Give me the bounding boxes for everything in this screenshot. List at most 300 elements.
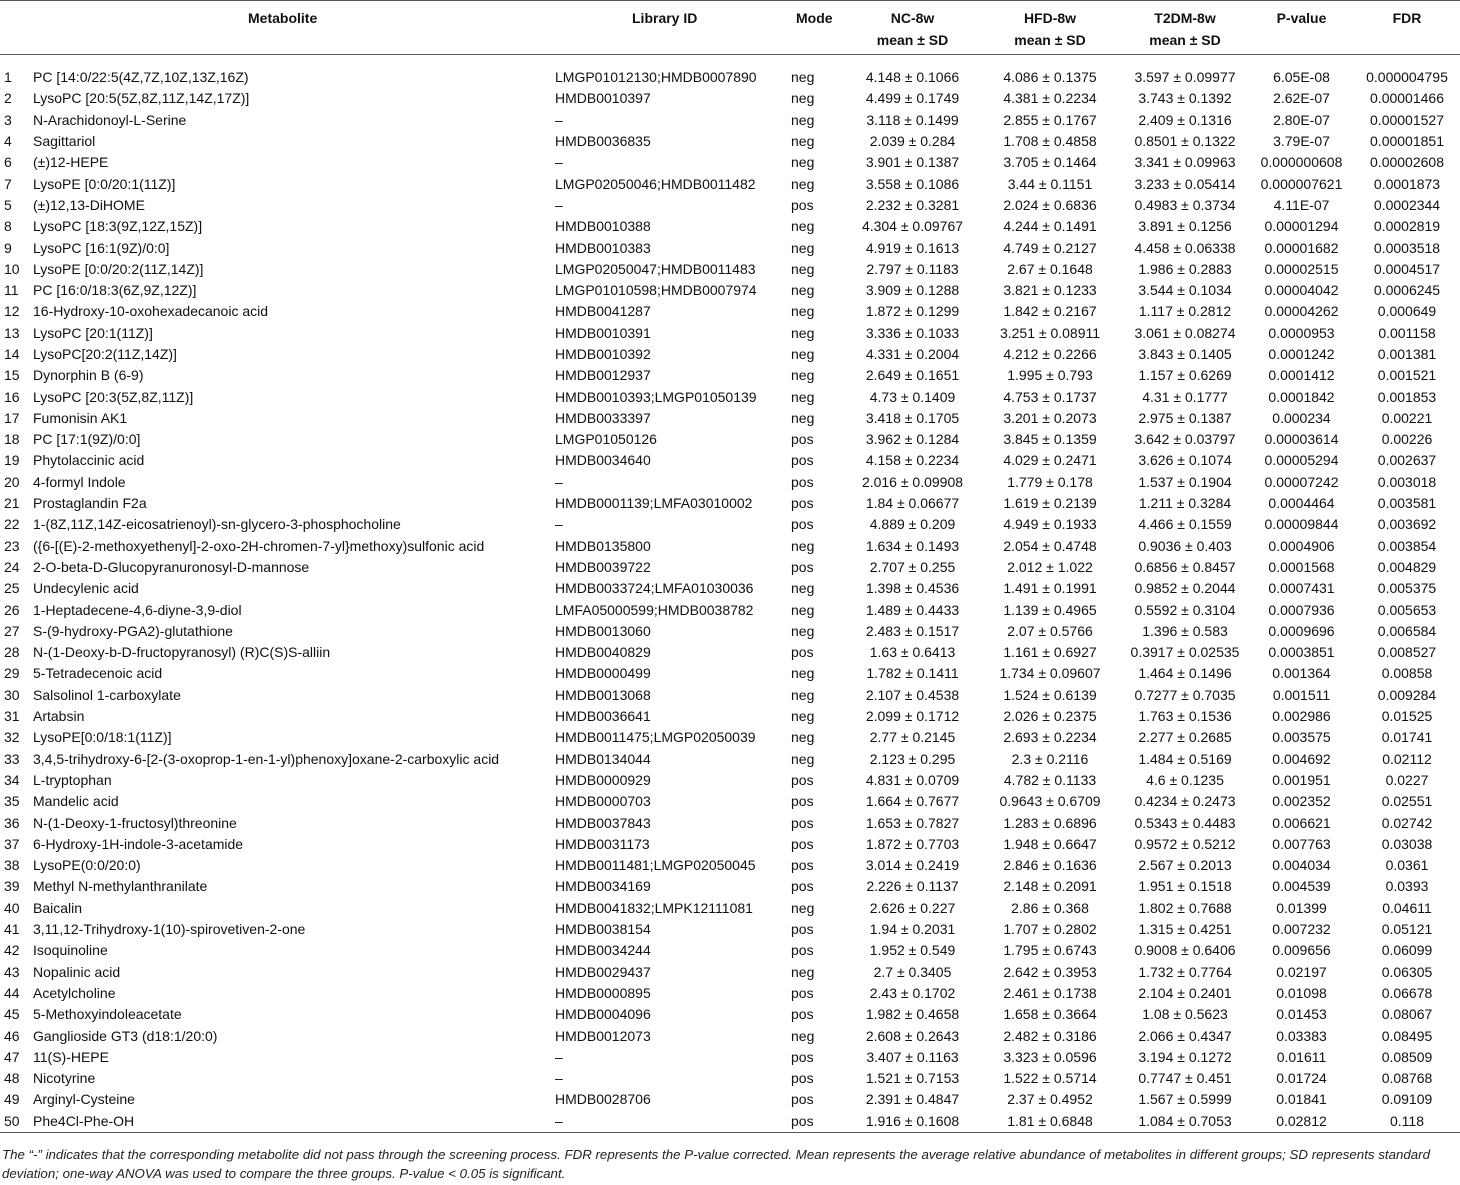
p-value: 3.79E-07 (1273, 133, 1330, 150)
table-row (0, 855, 1460, 876)
hfd-value: 2.054 ± 0.4748 (1003, 537, 1097, 554)
nc-value: 4.73 ± 0.1409 (869, 388, 956, 405)
mode: pos (791, 473, 814, 490)
hfd-value: 3.323 ± 0.0596 (1003, 1048, 1097, 1065)
mode: neg (791, 260, 815, 277)
fdr-value: 0.003854 (1377, 537, 1437, 554)
hfd-value: 2.012 ± 1.022 (1007, 558, 1093, 575)
table-row (0, 791, 1460, 812)
metabolite-name: ({6-[(E)-2-methoxyethenyl]-2-oxo-2H-chromen-7-yl}methoxy)sulfonic acid (33, 537, 485, 554)
row-number: 1 (4, 69, 12, 86)
metabolite-name: Prostaglandin F2a (33, 495, 147, 512)
hfd-value: 1.708 ± 0.4858 (1003, 133, 1097, 150)
hfd-value: 1.658 ± 0.3664 (1003, 1006, 1097, 1023)
metabolite-name: Methyl N-methylanthranilate (33, 878, 208, 895)
metabolite-name: Baicalin (33, 899, 83, 916)
nc-value: 4.158 ± 0.2234 (865, 452, 960, 469)
mode: pos (791, 644, 814, 661)
p-value: 0.004539 (1272, 878, 1331, 895)
mode: pos (791, 1006, 814, 1023)
fdr-value: 0.02742 (1381, 814, 1433, 831)
p-value: 0.01098 (1276, 984, 1327, 1001)
mode: neg (791, 111, 815, 128)
mode: neg (791, 303, 815, 320)
t2dm-value: 2.409 ± 0.1316 (1138, 111, 1232, 128)
row-number: 41 (4, 921, 20, 938)
t2dm-value: 1.951 ± 0.1518 (1138, 878, 1232, 895)
p-value: 0.002352 (1272, 793, 1331, 810)
p-value: 0.0001568 (1268, 558, 1335, 575)
hfd-value: 1.81 ± 0.6848 (1007, 1112, 1093, 1129)
p-value: 6.05E-08 (1273, 69, 1330, 86)
header-fdr: FDR (1392, 10, 1422, 26)
table-row (0, 237, 1460, 258)
table-row (0, 940, 1460, 961)
hfd-value: 4.782 ± 0.1133 (1003, 771, 1097, 788)
p-value: 0.01841 (1276, 1091, 1327, 1108)
fdr-value: 0.05121 (1381, 921, 1433, 938)
row-number: 47 (4, 1048, 20, 1065)
t2dm-value: 0.9572 ± 0.5212 (1134, 835, 1236, 852)
nc-value: 3.558 ± 0.1086 (865, 175, 960, 192)
mode: pos (791, 921, 814, 938)
header-pvalue: P-value (1276, 10, 1327, 26)
table-row (0, 1068, 1460, 1089)
t2dm-value: 1.084 ± 0.7053 (1138, 1112, 1232, 1129)
p-value: 0.01453 (1276, 1006, 1327, 1023)
hfd-value: 3.845 ± 0.1359 (1003, 431, 1097, 448)
table-row (0, 1025, 1460, 1046)
library-id: HMDB0013060 (555, 622, 651, 639)
mode: pos (791, 835, 814, 852)
fdr-value: 0.0002344 (1373, 196, 1441, 213)
metabolite-name: N-Arachidonoyl-L-Serine (33, 111, 187, 128)
mode: pos (791, 771, 814, 788)
hfd-value: 1.795 ± 0.6743 (1003, 942, 1097, 959)
table-row (0, 365, 1460, 386)
nc-value: 1.872 ± 0.7703 (865, 835, 960, 852)
t2dm-value: 0.9008 ± 0.6406 (1134, 942, 1236, 959)
hfd-value: 4.029 ± 0.2471 (1003, 452, 1097, 469)
mode: neg (791, 175, 815, 192)
fdr-value: 0.02112 (1382, 750, 1432, 767)
mode: neg (791, 346, 815, 362)
library-id: HMDB0033397 (555, 409, 651, 426)
row-number: 27 (4, 622, 20, 639)
nc-value: 2.626 ± 0.227 (869, 899, 956, 916)
table-row (0, 557, 1460, 578)
library-id: HMDB0011475;LMGP02050039 (555, 729, 756, 746)
table-row (0, 876, 1460, 897)
row-number: 24 (4, 558, 20, 575)
mode: neg (791, 665, 815, 682)
library-id: LMGP01012130;HMDB0007890 (555, 69, 757, 86)
mode: neg (791, 154, 815, 171)
row-number: 42 (4, 942, 20, 959)
t2dm-value: 1.396 ± 0.583 (1142, 622, 1228, 639)
t2dm-value: 3.642 ± 0.03797 (1134, 431, 1236, 448)
p-value: 0.000000608 (1260, 154, 1343, 171)
library-id: HMDB0000499 (555, 665, 651, 682)
library-id: HMDB0041287 (555, 303, 651, 320)
library-id: HMDB0012073 (555, 1027, 651, 1044)
library-id: HMDB0001139;LMFA03010002 (555, 495, 753, 512)
fdr-value: 0.005653 (1377, 601, 1437, 618)
library-id: HMDB0010383 (555, 239, 651, 256)
nc-value: 4.831 ± 0.0709 (865, 771, 960, 788)
metabolite-name: N-(1-Deoxy-b-D-fructopyranosyl) (R)C(S)S-alliin (33, 644, 331, 661)
p-value: 0.000234 (1272, 409, 1331, 426)
p-value: 2.62E-07 (1273, 90, 1330, 107)
p-value: 0.002986 (1272, 708, 1331, 725)
p-value: 0.0004464 (1268, 495, 1335, 512)
hfd-value: 2.642 ± 0.3953 (1003, 963, 1097, 980)
metabolite-name: LysoPC [18:3(9Z,12Z,15Z)] (33, 218, 203, 235)
row-number: 46 (4, 1027, 20, 1044)
t2dm-value: 3.341 ± 0.09963 (1134, 154, 1236, 171)
hfd-value: 4.381 ± 0.2234 (1003, 90, 1097, 107)
p-value: 0.01724 (1276, 1070, 1327, 1087)
library-id: – (555, 1112, 563, 1129)
library-id: HMDB0034640 (555, 452, 651, 469)
metabolite-name: Phytolaccinic acid (33, 452, 145, 469)
library-id: HMDB0134044 (555, 750, 651, 767)
nc-value: 1.521 ± 0.7153 (865, 1070, 960, 1087)
row-number: 34 (4, 771, 20, 788)
nc-value: 1.916 ± 0.1608 (865, 1112, 960, 1129)
t2dm-value: 4.458 ± 0.06338 (1134, 239, 1236, 256)
library-id: HMDB0004096 (555, 1006, 651, 1023)
t2dm-value: 3.544 ± 0.1034 (1138, 282, 1232, 299)
nc-value: 2.77 ± 0.2145 (869, 729, 956, 746)
p-value: 0.004034 (1272, 857, 1331, 874)
mode: pos (791, 1091, 814, 1108)
table-row (0, 173, 1460, 194)
row-number: 49 (4, 1091, 20, 1108)
header-mode: Mode (796, 10, 833, 26)
fdr-value: 0.06099 (1381, 942, 1433, 959)
table-row (0, 450, 1460, 471)
header-nc (846, 1, 979, 55)
p-value: 0.03383 (1276, 1027, 1327, 1044)
mode: neg (791, 239, 815, 256)
metabolite-name: LysoPC [16:1(9Z)/0:0] (33, 239, 170, 256)
table-row (0, 642, 1460, 663)
fdr-value: 0.06678 (1381, 984, 1433, 1001)
metabolite-name: 5-Tetradecenoic acid (33, 665, 163, 682)
metabolite-name: 4-formyl Indole (33, 473, 126, 490)
t2dm-value: 3.233 ± 0.05414 (1134, 175, 1236, 192)
row-number: 18 (4, 431, 20, 448)
library-id: HMDB0010388 (555, 218, 651, 235)
library-id: HMDB0000895 (555, 984, 651, 1001)
mode: pos (791, 558, 814, 575)
row-number: 14 (4, 346, 20, 362)
fdr-value: 0.001381 (1377, 346, 1437, 362)
table-row (0, 429, 1460, 450)
fdr-value: 0.08067 (1381, 1006, 1433, 1023)
fdr-value: 0.000004795 (1366, 69, 1448, 86)
t2dm-value: 4.31 ± 0.1777 (1142, 388, 1228, 405)
fdr-value: 0.09109 (1381, 1091, 1433, 1108)
table-row (0, 706, 1460, 727)
p-value: 0.00001294 (1264, 218, 1339, 235)
metabolite-name: Arginyl-Cysteine (33, 1091, 135, 1108)
library-id: – (555, 516, 563, 533)
t2dm-value: 0.7747 ± 0.451 (1138, 1070, 1232, 1087)
fdr-value: 0.06305 (1381, 963, 1433, 980)
hfd-value: 4.749 ± 0.2127 (1003, 239, 1097, 256)
fdr-value: 0.0003518 (1373, 239, 1441, 256)
nc-value: 2.483 ± 0.1517 (865, 622, 960, 639)
fdr-value: 0.08495 (1381, 1027, 1433, 1044)
mode: neg (791, 324, 815, 341)
hfd-value: 1.161 ± 0.6927 (1003, 644, 1097, 661)
nc-value: 2.608 ± 0.2643 (865, 1027, 960, 1044)
metabolite-name: 1-(8Z,11Z,14Z-eicosatrienoyl)-sn-glycero-3-phosphocholine (33, 516, 401, 533)
fdr-value: 0.04611 (1382, 899, 1432, 916)
hfd-value: 2.461 ± 0.1738 (1003, 984, 1097, 1001)
table-row (0, 749, 1460, 770)
fdr-value: 0.002637 (1377, 452, 1437, 469)
row-number: 37 (4, 835, 20, 852)
t2dm-value: 1.567 ± 0.5999 (1138, 1091, 1232, 1108)
p-value: 0.0001412 (1268, 367, 1335, 384)
table-row (0, 919, 1460, 940)
fdr-value: 0.0393 (1385, 878, 1429, 895)
metabolite-name: N-(1-Deoxy-1-fructosyl)threonine (33, 814, 237, 831)
row-number: 19 (4, 452, 20, 469)
mode: pos (791, 516, 814, 533)
row-number: 8 (4, 218, 12, 235)
metabolite-name: Dynorphin B (6-9) (33, 367, 144, 384)
mode: neg (791, 133, 815, 150)
nc-value: 2.649 ± 0.1651 (865, 367, 960, 384)
row-number: 13 (4, 324, 20, 341)
table-row (0, 152, 1460, 173)
nc-value: 1.634 ± 0.1493 (865, 537, 960, 554)
library-id: HMDB0040829 (555, 644, 651, 661)
table-row (0, 898, 1460, 919)
hfd-value: 1.995 ± 0.793 (1007, 367, 1093, 384)
library-id: HMDB0135800 (555, 537, 651, 554)
table-row (0, 195, 1460, 216)
p-value: 0.0001842 (1268, 388, 1335, 405)
metabolite-name: PC [17:1(9Z)/0:0] (33, 431, 141, 448)
p-value: 0.00001682 (1264, 239, 1339, 256)
table-row (0, 770, 1460, 791)
row-number: 26 (4, 601, 20, 618)
table-row (0, 812, 1460, 833)
fdr-value: 0.00001527 (1370, 111, 1444, 128)
fdr-value: 0.00001466 (1370, 90, 1444, 107)
hfd-value: 2.148 ± 0.2091 (1003, 878, 1097, 895)
table-row (0, 408, 1460, 429)
row-number: 3 (4, 111, 12, 128)
metabolite-name: (±)12,13-DiHOME (33, 196, 145, 213)
fdr-value: 0.004829 (1377, 558, 1437, 575)
p-value: 0.0007936 (1268, 601, 1335, 618)
nc-value: 2.016 ± 0.09908 (861, 473, 964, 490)
fdr-value: 0.00001851 (1370, 133, 1444, 150)
hfd-value: 1.734 ± 0.09607 (999, 665, 1101, 682)
table-row (0, 131, 1460, 152)
table-row (0, 472, 1460, 493)
t2dm-value: 3.843 ± 0.1405 (1138, 346, 1232, 362)
table-row (0, 110, 1460, 131)
fdr-value: 0.003581 (1377, 495, 1437, 512)
hfd-value: 3.821 ± 0.1233 (1003, 282, 1097, 299)
p-value: 0.007763 (1272, 835, 1331, 852)
header-metabolite: Metabolite (248, 10, 318, 26)
fdr-value: 0.00226 (1381, 431, 1433, 448)
t2dm-value: 0.9852 ± 0.2044 (1134, 580, 1236, 597)
row-number: 25 (4, 580, 20, 597)
fdr-value: 0.008527 (1377, 644, 1437, 661)
mode: neg (791, 622, 815, 639)
hfd-value: 2.846 ± 0.1636 (1003, 857, 1097, 874)
hfd-value: 4.212 ± 0.2266 (1003, 346, 1097, 362)
p-value: 2.80E-07 (1273, 111, 1330, 128)
t2dm-value: 3.743 ± 0.1392 (1138, 90, 1232, 107)
p-value: 0.02812 (1276, 1112, 1327, 1129)
fdr-value: 0.118 (1390, 1112, 1424, 1129)
t2dm-value: 1.08 ± 0.5623 (1142, 1006, 1228, 1023)
nc-value: 4.919 ± 0.1613 (865, 239, 960, 256)
fdr-value: 0.08768 (1381, 1070, 1433, 1087)
p-value: 0.00005294 (1264, 452, 1339, 469)
metabolite-name: LysoPE [0:0/20:2(11Z,14Z)] (33, 260, 204, 277)
hfd-value: 4.949 ± 0.1933 (1003, 516, 1097, 533)
library-id: HMDB0012937 (555, 367, 651, 384)
nc-value: 1.782 ± 0.1411 (866, 665, 959, 682)
nc-value: 3.336 ± 0.1033 (865, 324, 960, 341)
mode: neg (791, 899, 815, 916)
t2dm-value: 0.3917 ± 0.02535 (1130, 644, 1240, 661)
p-value: 0.01611 (1276, 1048, 1327, 1065)
hfd-value: 1.619 ± 0.2139 (1003, 495, 1097, 512)
hfd-value: 4.086 ± 0.1375 (1003, 69, 1097, 86)
table-row (0, 578, 1460, 599)
fdr-value: 0.0006245 (1373, 282, 1441, 299)
hfd-value: 3.201 ± 0.2073 (1003, 409, 1097, 426)
t2dm-value: 1.157 ± 0.6269 (1138, 367, 1232, 384)
p-value: 0.00004262 (1264, 303, 1339, 320)
row-number: 16 (4, 388, 20, 405)
hfd-value: 2.86 ± 0.368 (1011, 899, 1089, 916)
nc-value: 2.43 ± 0.1702 (869, 984, 956, 1001)
row-number: 40 (4, 899, 20, 916)
table-row (0, 1047, 1460, 1068)
mode: pos (791, 857, 814, 874)
metabolite-name: Phe4Cl-Phe-OH (33, 1112, 135, 1129)
hfd-value: 1.139 ± 0.4965 (1003, 601, 1097, 618)
header-t2dm-line2: mean ± SD (1149, 32, 1221, 48)
fdr-value: 0.000649 (1377, 303, 1437, 320)
library-id: – (555, 473, 563, 490)
fdr-value: 0.0227 (1385, 771, 1429, 788)
fdr-value: 0.009284 (1377, 686, 1437, 703)
header-hfd-line2: mean ± SD (1014, 32, 1086, 48)
mode: pos (791, 984, 814, 1001)
fdr-value: 0.003692 (1377, 516, 1437, 533)
row-number: 44 (4, 984, 20, 1001)
library-id: – (555, 1048, 563, 1065)
library-id: HMDB0038154 (555, 921, 651, 938)
metabolite-name: LysoPC [20:5(5Z,8Z,11Z,14Z,17Z)] (33, 90, 250, 107)
metabolite-name: L-tryptophan (33, 771, 112, 788)
row-number: 23 (4, 537, 20, 554)
metabolite-name: LysoPC [20:1(11Z)] (33, 324, 153, 341)
hfd-value: 4.753 ± 0.1737 (1003, 388, 1097, 405)
row-number: 12 (4, 303, 20, 320)
fdr-value: 0.001521 (1377, 367, 1437, 384)
metabolite-name: LysoPE(0:0/20:0) (33, 857, 141, 874)
nc-value: 3.014 ± 0.2419 (865, 857, 960, 874)
t2dm-value: 0.4983 ± 0.3734 (1134, 196, 1236, 213)
library-id: HMDB0034169 (555, 878, 651, 895)
library-id: HMDB0041832;LMPK12111081 (555, 899, 753, 916)
fdr-value: 0.0361 (1385, 857, 1429, 874)
t2dm-value: 4.6 ± 0.1235 (1146, 771, 1224, 788)
row-number: 48 (4, 1070, 20, 1087)
table-row (0, 323, 1460, 344)
table-row (0, 961, 1460, 982)
hfd-value: 2.3 ± 0.2116 (1011, 750, 1089, 767)
table-row (0, 727, 1460, 748)
library-id: HMDB0034244 (555, 942, 651, 959)
row-number: 28 (4, 644, 20, 661)
library-id: LMGP01010598;HMDB0007974 (555, 282, 757, 299)
table-row (0, 599, 1460, 620)
mode: neg (791, 388, 815, 405)
row-number: 11 (4, 282, 19, 299)
metabolite-name: LysoPE[0:0/18:1(11Z)] (33, 729, 172, 746)
table-row (0, 88, 1460, 109)
row-number: 7 (4, 175, 12, 192)
nc-value: 1.94 ± 0.2031 (869, 921, 956, 938)
table-row (0, 834, 1460, 855)
library-id: HMDB0033724;LMFA01030036 (555, 580, 754, 597)
table-body (0, 55, 1460, 1133)
nc-value: 3.901 ± 0.1387 (865, 154, 960, 171)
mode: neg (791, 282, 815, 299)
metabolite-name: 1-Heptadecene-4,6-diyne-3,9-diol (33, 601, 242, 618)
library-id: – (555, 154, 563, 171)
table-footnote: The “-” indicates that the corresponding metabolite did not pass through the screening process. FDR represents the P-value corrected. Mean represents the average relative abundance of metabolites in different groups; SD represents standard deviation; one-way ANOVA was used to compare the three groups. P-value < 0.05 is significant. (2, 1147, 1430, 1181)
t2dm-value: 1.117 ± 0.2812 (1138, 303, 1232, 320)
mode: neg (791, 218, 815, 235)
library-id: LMGP02050047;HMDB0011483 (555, 260, 756, 277)
metabolite-name: 3,4,5-trihydroxy-6-[2-(3-oxoprop-1-en-1-yl)phenoxy]oxane-2-carboxylic acid (33, 750, 500, 767)
row-number: 36 (4, 814, 20, 831)
fdr-value: 0.001158 (1378, 324, 1436, 341)
p-value: 0.0003851 (1268, 644, 1335, 661)
mode: pos (791, 196, 814, 213)
table-row (0, 536, 1460, 557)
nc-value: 2.107 ± 0.4538 (865, 686, 960, 703)
row-number: 31 (4, 708, 20, 725)
row-number: 17 (4, 409, 20, 426)
row-number: 5 (4, 196, 12, 213)
library-id: LMGP02050046;HMDB0011482 (555, 175, 756, 192)
table-row (0, 344, 1460, 365)
nc-value: 3.909 ± 0.1288 (865, 282, 960, 299)
mode: neg (791, 69, 815, 86)
library-id: HMDB0013068 (555, 686, 651, 703)
nc-value: 4.304 ± 0.09767 (861, 218, 964, 235)
nc-value: 2.123 ± 0.295 (869, 750, 956, 767)
